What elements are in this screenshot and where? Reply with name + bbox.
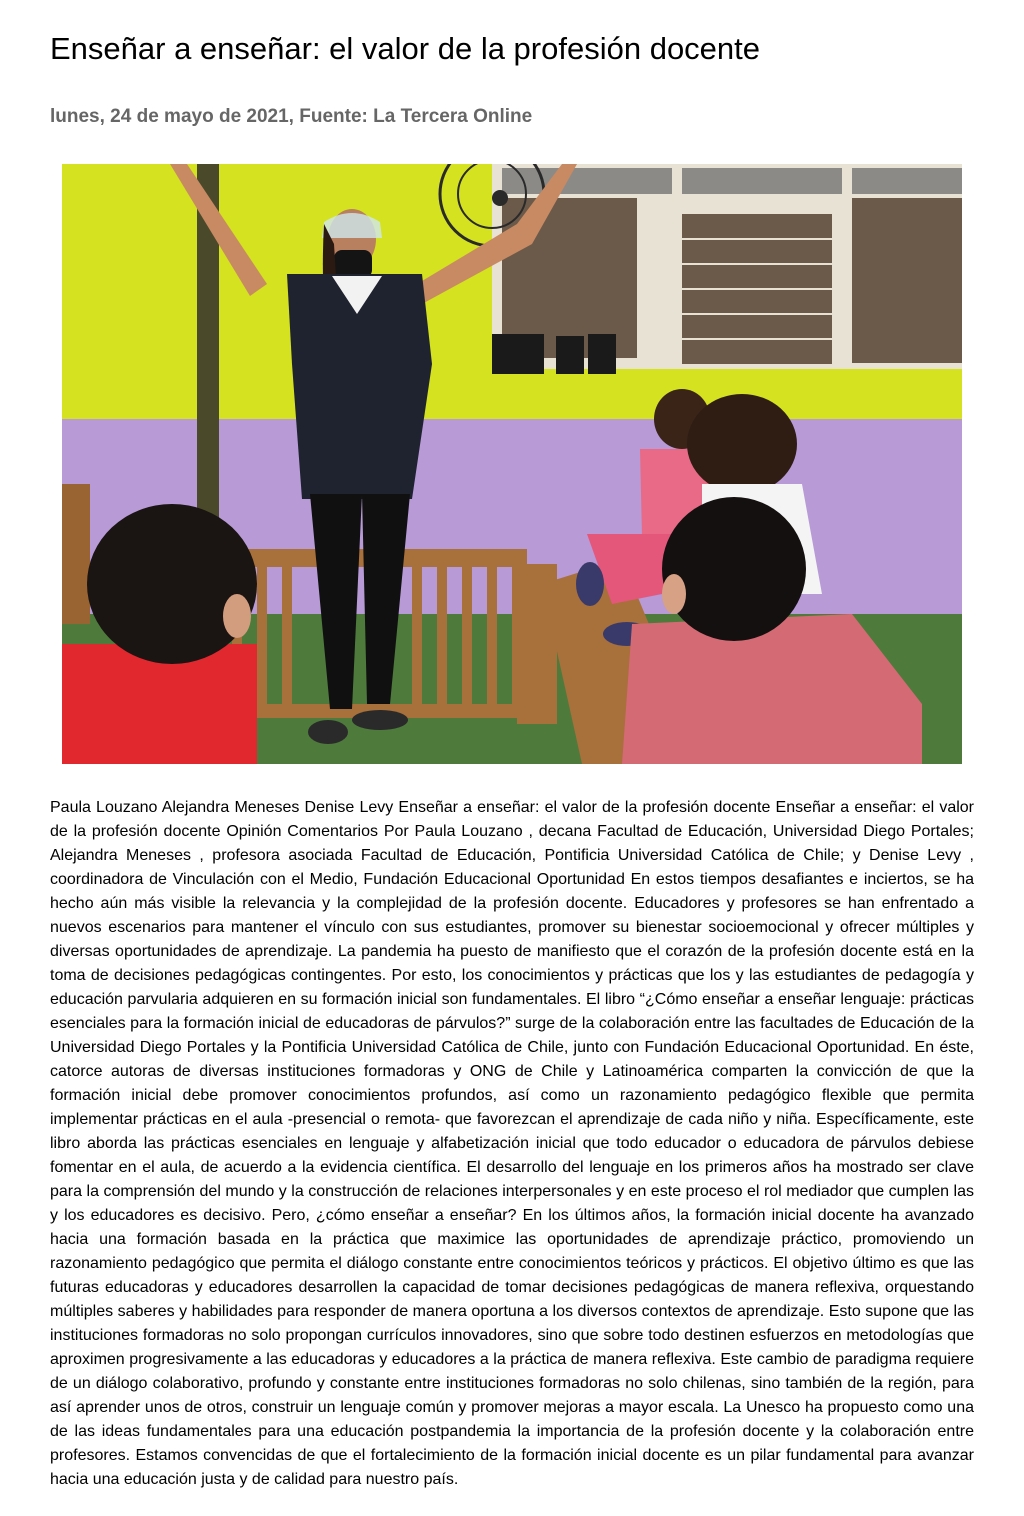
article-body: Paula Louzano Alejandra Meneses Denise Levy Enseñar a enseñar: el valor de la profesión docente Enseñar a enseñar: el valor de la profesión docente Opinión Comentarios Por Paula Louzano , decana Facultad de Educación, Universidad Diego Portales; Alejandra Meneses , profesora asociada Facultad de Educación, Pontificia Universidad Católica de Chile; y Denise Levy , coordinadora de Vinculación con el Medio, Fundación Educacional Oportunidad En estos tiempos desafiantes e inciertos, se ha hecho aún más visible la relevancia y la complejidad de la profesión docente. Educadores y profesores se han enfrentado a nuevos escenarios para mantener el vínculo con sus estudiantes, promover su bienestar socioemocional y ofrecer múltiples y diversas oportunidades de aprendizaje. La pandemia ha puesto de manifiesto que el corazón de la profesión docente está en la toma de decisiones pedagógicas contingentes. Por esto, los conocimientos y prácticas que los y las estudiantes de pedagogía y educación parvularia adquieren en su formación inicial son fundamentales. El libro “¿Cómo enseñar a enseñar lenguaje: prácticas esenciales para la formación inicial de educadoras de párvulos?” surge de la colaboración entre las facultades de Educación de la Universidad Diego Portales y la Pontificia Universidad Católica de Chile, junto con Fundación Educacional Oportunidad. En éste, catorce autoras de diversas instituciones formadoras y ONG de Chile y Latinoamérica comparten la convicción de que la formación inicial debe promover conocimientos profundos, así como un razonamiento pedagógico flexible que permita implementar prácticas en el aula -presencial o remota- que favorezcan el aprendizaje de cada niño y niña. Específicamente, este libro aborda las prácticas esenciales en lenguaje y alfabetización inicial que todo educador o educadora de párvulos debiese fomentar en el aula, de acuerdo a la evidencia científica. El desarrollo del lenguaje en los primeros años ha mostrado ser clave para la comprensión del mundo y la construcción de relaciones interpersonales y en este proceso el rol mediador que cumplen las y los educadores es decisivo. Pero, ¿cómo enseñar a enseñar? En los últimos años, la formación inicial docente ha avanzado hacia una formación basada en la práctica que maximice las oportunidades de aprendizaje práctico, promoviendo un razonamiento pedagógico que permita el diálogo constante entre conocimientos teóricos y prácticos. El objetivo último es que las futuras educadoras y educadores desarrollen la capacidad de tomar decisiones pedagógicas de manera reflexiva, orquestando múltiples saberes y habilidades para responder de manera oportuna a los diversos contextos de aprendizaje. Esto supone que las instituciones formadoras no solo propongan currículos innovadores, sino que sobre todo destinen esfuerzos en metodologías que aproximen progresivamente a las educadoras y educadores a la práctica de manera reflexiva. Este cambio de paradigma requiere de un diálogo colaborativo, profundo y constante entre instituciones formadoras no solo chilenas, sino también de la región, para así aprender unos de otros, construir un lenguaje común y promover mejoras a mayor escala. La Unesco ha propuesto como una de las ideas fundamentales para una educación postpandemia la importancia de la profesión docente y la colaboración entre profesores. Estamos convencidas de que el fortalecimiento de la formación inicial docente es un pilar fundamental para avanzar hacia una educación justa y de calidad para nuestro país.	[50, 799, 974, 1488]
article-photo	[62, 164, 962, 764]
article-photo-illustration	[62, 164, 962, 764]
article-title: Enseñar a enseñar: el valor de la profesión docente	[50, 31, 761, 66]
photo-chair	[62, 484, 90, 624]
article-byline: lunes, 24 de mayo de 2021, Fuente: La Tercera Online	[50, 106, 533, 127]
